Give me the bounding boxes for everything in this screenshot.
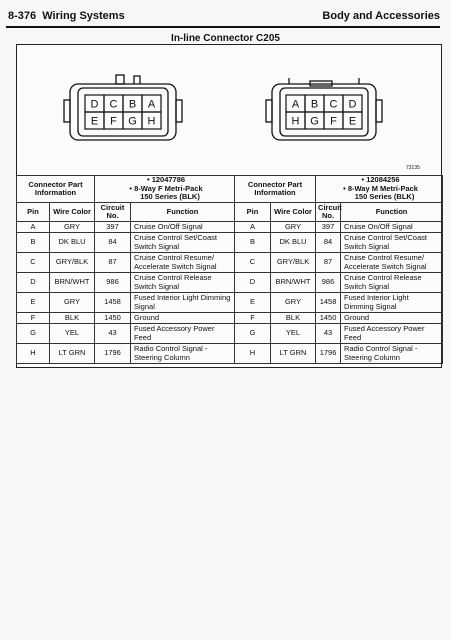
wire-color-cell: GRY (50, 222, 95, 233)
pin-cell: H (17, 344, 50, 364)
table-row (17, 293, 443, 313)
col-header-wire-color: Wire Color (50, 203, 95, 222)
pin-cell: E (17, 293, 50, 313)
page-number (8, 10, 125, 22)
left-part-info (95, 176, 235, 203)
male-pin-label: A (291, 98, 300, 111)
circuit-no-cell: 1450 (95, 313, 131, 324)
circuit-no-cell: 986 (95, 273, 131, 293)
section-title: Body and Accessories (322, 10, 440, 22)
circuit-no-cell: 87 (95, 253, 131, 273)
function-cell: Cruise Control Release Switch Signal (131, 273, 235, 293)
right-part-info (316, 176, 443, 203)
table-row (17, 222, 443, 233)
male-connector-pins (286, 95, 362, 129)
circuit-no-cell: 1796 (95, 344, 131, 364)
pinout-rows (17, 222, 443, 364)
connector-title: In-line Connector C205 (171, 33, 280, 44)
wire-color-cell: BRN/WHT (50, 273, 95, 293)
col-header-circuit-no: Circuit No. (316, 203, 341, 222)
table-row (17, 344, 443, 364)
function-cell: Cruise Control Set/Coast Switch Signal (131, 233, 235, 253)
function-cell: Ground (131, 313, 235, 324)
circuit-no-cell: 1458 (316, 293, 341, 313)
col-header-circuit-no: Circuit No. (95, 203, 131, 222)
pin-cell: A (17, 222, 50, 233)
wire-color-cell: BRN/WHT (271, 273, 316, 293)
function-cell: Cruise On/Off Signal (131, 222, 235, 233)
function-cell: Cruise Control Set/Coast Switch Signal (341, 233, 443, 253)
pin-cell: A (235, 222, 271, 233)
pin-cell: G (235, 324, 271, 344)
column-header-row (17, 203, 443, 222)
function-cell: Ground (341, 313, 443, 324)
circuit-no-cell: 1796 (316, 344, 341, 364)
male-pin-label: F (330, 115, 337, 128)
female-pin-label: A (147, 98, 156, 111)
female-pin-label: H (147, 115, 156, 128)
wire-color-cell: LT GRN (50, 344, 95, 364)
female-pin-label: G (128, 115, 137, 128)
page-header (6, 10, 440, 28)
wire-color-cell: GRY (271, 222, 316, 233)
female-pin-label: C (109, 98, 118, 111)
pin-cell: D (17, 273, 50, 293)
function-cell: Radio Control Signal - Steering Column (131, 344, 235, 364)
left-part-series: 150 Series (BLK) (140, 192, 200, 202)
right-part-description-value: 8-Way M Metri-Pack (347, 183, 418, 193)
male-pin-label: D (348, 98, 357, 111)
function-cell: Fused Interior Light Dimming Signal (341, 293, 443, 313)
left-part-number: • 12047786 (146, 175, 186, 185)
left-info-label: Connector Part Information (17, 176, 95, 203)
table-row (17, 313, 443, 324)
col-header-wire-color: Wire Color (271, 203, 316, 222)
function-cell: Fused Interior Light Dimming Signal (131, 293, 235, 313)
pin-cell: B (235, 233, 271, 253)
left-part-number-value: 12047786 (151, 175, 186, 185)
wire-color-cell: GRY/BLK (50, 253, 95, 273)
wire-color-cell: BLK (271, 313, 316, 324)
pin-cell: F (17, 313, 50, 324)
col-header-function: Function (131, 203, 235, 222)
connector-diagram (16, 44, 440, 172)
table-row (17, 253, 443, 273)
table-row (17, 233, 443, 253)
left-part-description: • 8-Way F Metri-Pack (129, 183, 203, 193)
circuit-no-cell: 397 (95, 222, 131, 233)
female-connector-pins (85, 95, 161, 129)
wire-color-cell: YEL (50, 324, 95, 344)
col-header-pin: Pin (235, 203, 271, 222)
circuit-no-cell: 43 (95, 324, 131, 344)
male-pin-label: H (291, 115, 300, 128)
left-part-description-value: 8-Way F Metri-Pack (134, 183, 203, 193)
male-pin-label: B (310, 98, 319, 111)
pin-cell: D (235, 273, 271, 293)
right-part-description: • 8-Way M Metri-Pack (343, 183, 418, 193)
wire-color-cell: BLK (50, 313, 95, 324)
wire-color-cell: DK BLU (50, 233, 95, 253)
pin-cell: H (235, 344, 271, 364)
female-pin-label: B (128, 98, 137, 111)
function-cell: Cruise Control Resume/ Accelerate Switch Signal (131, 253, 235, 273)
male-pin-label: G (310, 115, 319, 128)
female-pin-label: E (90, 115, 99, 128)
female-pin-label: F (110, 115, 117, 128)
right-part-series: 150 Series (BLK) (354, 192, 415, 202)
wire-color-cell: DK BLU (271, 233, 316, 253)
circuit-no-cell: 84 (316, 233, 341, 253)
right-info-label: Connector Part Information (235, 176, 316, 203)
wire-color-cell: YEL (271, 324, 316, 344)
circuit-no-cell: 397 (316, 222, 341, 233)
right-part-number: • 12084256 (361, 175, 400, 185)
circuit-no-cell: 1450 (316, 313, 341, 324)
function-cell: Cruise On/Off Signal (341, 222, 443, 233)
pin-cell: F (235, 313, 271, 324)
male-pin-label: C (329, 98, 338, 111)
connector-info-row (17, 176, 443, 203)
right-part-number-value: 12084256 (366, 175, 400, 185)
function-cell: Cruise Control Resume/ Accelerate Switch Signal (341, 253, 443, 273)
col-header-pin: Pin (17, 203, 50, 222)
function-cell: Cruise Control Release Switch Signal (341, 273, 443, 293)
col-header-function: Function (341, 203, 443, 222)
function-cell: Radio Control Signal - Steering Column (341, 344, 443, 364)
circuit-no-cell: 87 (316, 253, 341, 273)
male-pin-label: E (348, 115, 357, 128)
wire-color-cell: GRY/BLK (271, 253, 316, 273)
circuit-no-cell: 84 (95, 233, 131, 253)
table-row (17, 324, 443, 344)
pin-cell: E (235, 293, 271, 313)
circuit-no-cell: 43 (316, 324, 341, 344)
circuit-no-cell: 986 (316, 273, 341, 293)
pin-cell: B (17, 233, 50, 253)
function-cell: Fused Accessory Power Feed (131, 324, 235, 344)
female-pin-label: D (90, 98, 99, 111)
wire-color-cell: LT GRN (271, 344, 316, 364)
circuit-no-cell: 1458 (95, 293, 131, 313)
page-number-value: 8-376 (8, 10, 37, 22)
pin-cell: C (17, 253, 50, 273)
table-row (17, 273, 443, 293)
function-cell: Fused Accessory Power Feed (341, 324, 443, 344)
pin-cell: G (17, 324, 50, 344)
page-section: Wiring Systems (42, 10, 125, 22)
wire-color-cell: GRY (50, 293, 95, 313)
figure-number: 73135 (406, 165, 420, 171)
pinout-table (16, 175, 443, 364)
wire-color-cell: GRY (271, 293, 316, 313)
pin-cell: C (235, 253, 271, 273)
